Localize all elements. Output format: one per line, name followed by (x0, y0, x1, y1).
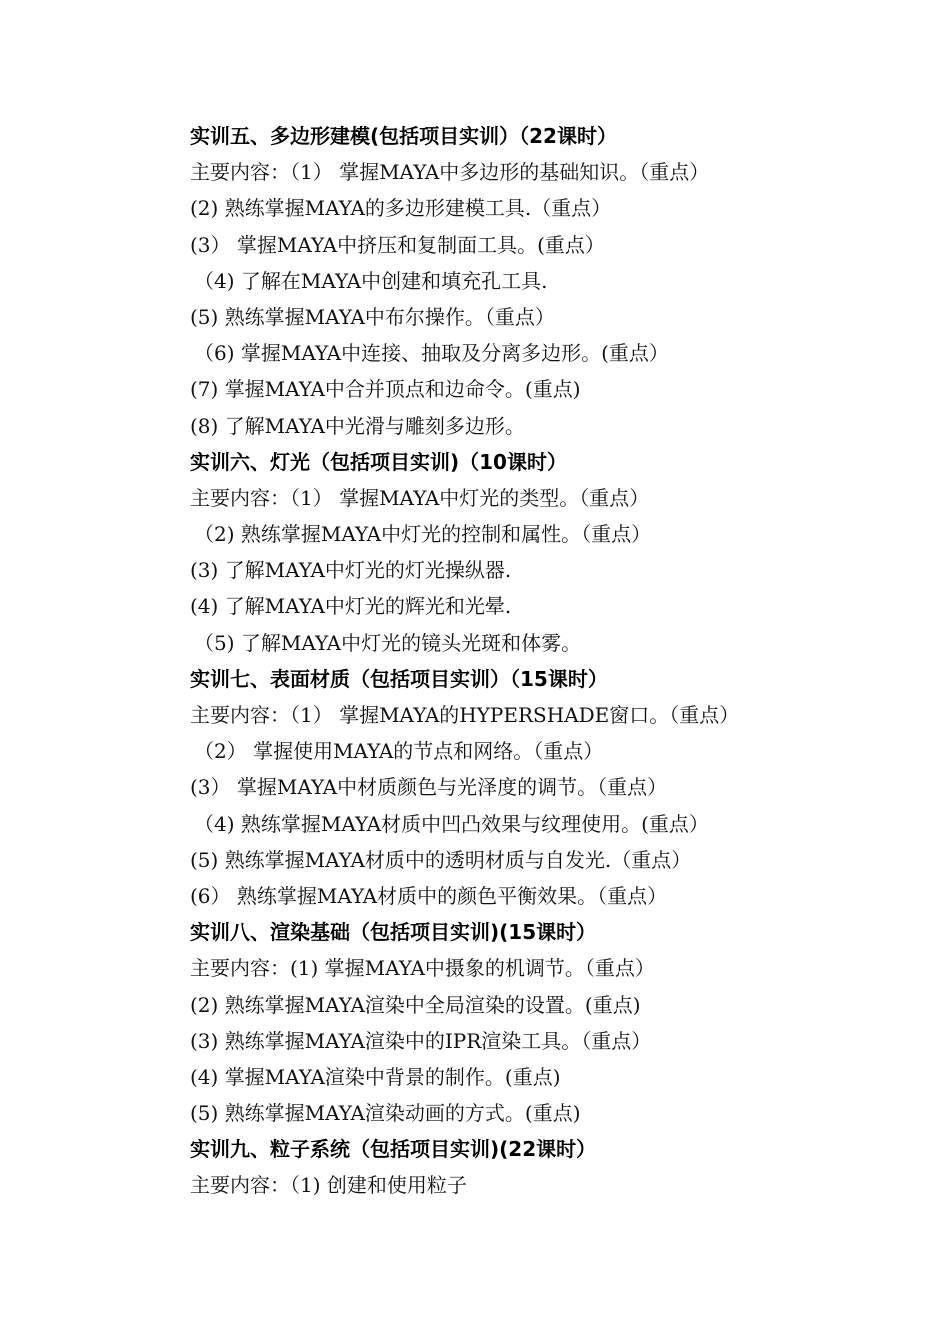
section-heading: 实训六、灯光（包括项目实训)（10课时） (190, 449, 567, 474)
section-heading: 实训七、表面材质（包括项目实训）（15课时） (190, 666, 608, 691)
content-line: 主要内容：（1） 掌握MAYA中多边形的基础知识。（重点） (190, 160, 710, 185)
document-body (190, 118, 890, 1204)
content-line: (4) 了解MAYA中灯光的辉光和光晕. (190, 594, 512, 619)
section-heading: 实训九、粒子系统（包括项目实训)(22课时） (190, 1137, 597, 1162)
content-line: (3） 掌握MAYA中挤压和复制面工具。(重点） (190, 232, 605, 257)
content-line: (8) 了解MAYA中光滑与雕刻多边形。 (190, 413, 525, 438)
content-line: (3） 掌握MAYA中材质颜色与光泽度的调节。（重点） (190, 775, 668, 800)
content-line: 主要内容：（1) 创建和使用粒子 (190, 1173, 467, 1198)
content-line: 主要内容：(1) 掌握MAYA中摄象的机调节。（重点） (190, 956, 655, 981)
content-line: (6） 熟练掌握MAYA材质中的颜色平衡效果。（重点） (190, 883, 668, 908)
section-heading: 实训五、多边形建模(包括项目实训）（22课时） (190, 124, 617, 148)
content-line: (3) 熟练掌握MAYA渲染中的IPR渲染工具。（重点） (190, 1028, 652, 1053)
content-line: (5) 熟练掌握MAYA渲染动画的方式。(重点) (190, 1101, 581, 1126)
content-line: (3) 了解MAYA中灯光的灯光操纵器. (190, 558, 512, 583)
content-line: (4) 掌握MAYA渲染中背景的制作。(重点) (190, 1064, 561, 1089)
content-line: (5) 熟练掌握MAYA材质中的透明材质与自发光.（重点） (190, 847, 692, 872)
content-line: （4) 熟练掌握MAYA材质中凹凸效果与纹理使用。(重点） (194, 811, 709, 836)
content-line: (2) 熟练掌握MAYA的多边形建模工具.（重点） (190, 196, 612, 221)
content-line: （2） 掌握使用MAYA的节点和网络。（重点） (194, 739, 604, 764)
content-line: （6) 掌握MAYA中连接、抽取及分离多边形。(重点） (194, 341, 669, 366)
section-heading: 实训八、渲染基础（包括项目实训)(15课时） (190, 920, 597, 945)
content-line: （2) 熟练掌握MAYA中灯光的控制和属性。（重点） (194, 522, 652, 547)
content-line: (5) 熟练掌握MAYA中布尔操作。（重点） (190, 304, 555, 329)
content-line: 主要内容：（1） 掌握MAYA中灯光的类型。（重点） (190, 485, 650, 510)
content-line: (7) 掌握MAYA中合并顶点和边命令。(重点) (190, 377, 581, 402)
content-line: 主要内容：（1） 掌握MAYA的HYPERSHADE窗口。（重点） (190, 703, 740, 727)
content-line: （4) 了解在MAYA中创建和填充孔工具. (194, 268, 548, 293)
content-line: (2) 熟练掌握MAYA渲染中全局渲染的设置。(重点) (190, 992, 641, 1017)
content-line: （5) 了解MAYA中灯光的镜头光斑和体雾。 (194, 630, 582, 655)
